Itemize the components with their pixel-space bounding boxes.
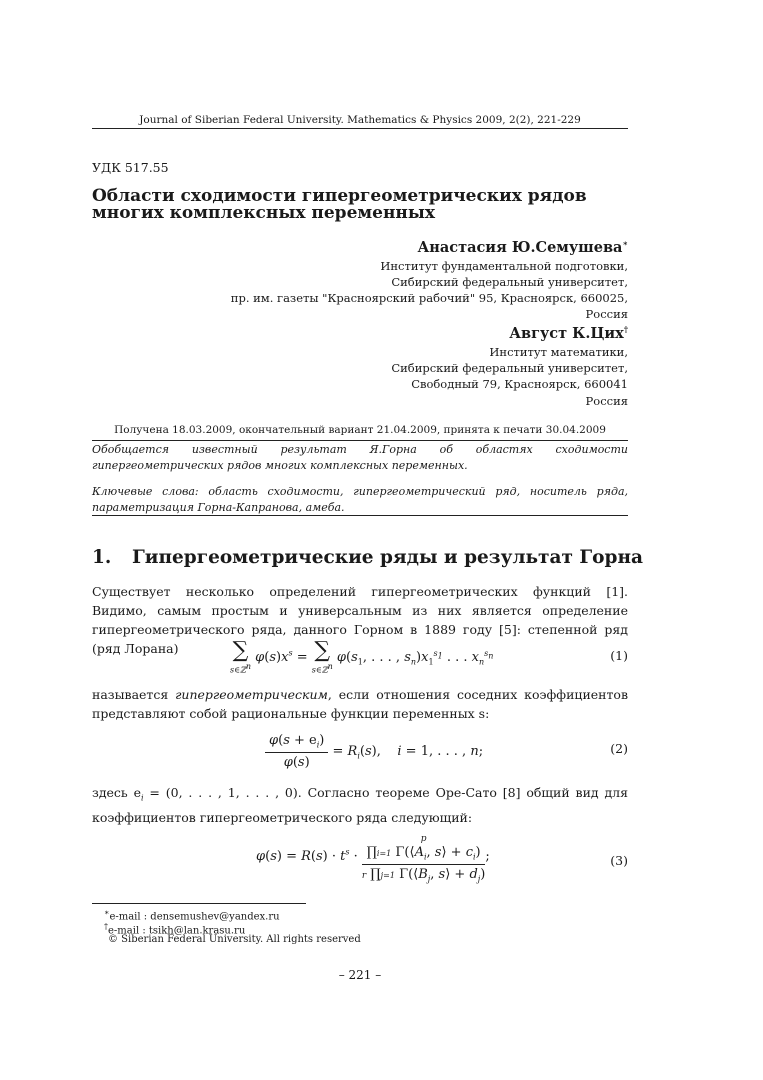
paragraph-3: здесь $e_i = (0$, . . . , 1, . . . , 0). Согласно теореме Оре-Сато [8] общий вид для коэффициентов гипергеометрического ряда следующий: xyxy=(92,785,628,825)
author-2-name: Август К.Цих† xyxy=(509,324,628,342)
abstract-top-rule xyxy=(92,440,628,441)
author-1-affiliation-line: Институт фундаментальной подготовки, xyxy=(380,259,628,273)
paragraph-1: Существует несколько определений гипергеометрических функций [1]. Видимо, самым простым и универсальным из них является определение гипергеометрического ряда, данного Горном в 1889 году [5]: степенной ряд (ряд Лорана) xyxy=(92,584,628,656)
equation-3: $\varphi(s) = R(s) \cdot t^s$ · p ∏i=1 $\Gamma(⟨A_i$, s⟩ + $c_i$) r ∏j=1 $\Gamma(⟨B_j$, s⟩ + $d_j$) ; xyxy=(256,830,490,883)
equation-1-number: (1) xyxy=(610,648,628,663)
footnote-2: †e-mail : tsikh@lan.krasu.ru xyxy=(104,922,246,937)
paragraph-2: называется гипергеометрическим, если отношения соседних коэффициентов представляют собой рациональные функции переменных s: xyxy=(92,687,628,721)
footnote-1: ∗e-mail : densemushev@yandex.ru xyxy=(104,908,280,923)
title-line-2: многих комплексных переменных xyxy=(92,203,436,223)
author-2-mark: † xyxy=(623,324,628,334)
author-1-mark: ∗ xyxy=(622,238,628,248)
article-title xyxy=(92,188,628,222)
equation-2: $\frac{\varphi(s + e_i)}{\varphi(s)}$ = $R_i(s)$, i = 1, . . . , n; xyxy=(265,733,483,770)
page-number: – 221 – xyxy=(338,968,382,982)
section-heading xyxy=(92,547,643,568)
abstract-bottom-rule xyxy=(92,515,628,516)
abstract: Обобщается известный результат Я.Горна об областях сходимости гипергеометрических рядов многих комплексных переменных. xyxy=(92,443,628,472)
author-1-affiliation-line: Сибирский федеральный университет, xyxy=(391,275,628,289)
title-line-1: Области сходимости гипергеометрических рядов xyxy=(92,186,587,206)
equation-3-number: (3) xyxy=(610,853,628,868)
author-2-affiliation-line: Россия xyxy=(585,394,628,408)
author-2-affiliation-line: Свободный 79, Красноярск, 660041 xyxy=(411,377,628,391)
udk-code: УДК 517.55 xyxy=(92,160,169,175)
section-number: 1. xyxy=(92,547,112,568)
equation-1: ∑ s∈ℤ$^n$ $\varphi(s)x^s$ = ∑ s∈ℤ$^n$ $\varphi(s_1$, . . . , $s_n)x_1^{s_1}$ . . . $x_n^{s_n}$ xyxy=(230,638,494,675)
author-1-affiliation-line: Россия xyxy=(585,307,628,321)
author-2-affiliation-line: Институт математики, xyxy=(489,345,628,359)
keywords: Ключевые слова: область сходимости, гипергеометрический ряд, носитель ряда, параметризация Горна-Капранова, амеба. xyxy=(92,485,628,514)
header-rule xyxy=(92,128,628,129)
sum-symbol: ∑ s∈ℤ$^n$ xyxy=(311,638,333,675)
author-2-affiliation-line: Сибирский федеральный университет, xyxy=(391,361,628,375)
author-1-affiliation-line: пр. им. газеты "Красноярский рабочий" 95, Красноярск, 660025, xyxy=(230,291,628,305)
equation-2-number: (2) xyxy=(610,741,628,756)
section-title: Гипергеометрические ряды и результат Горна xyxy=(132,547,643,568)
sum-symbol: ∑ s∈ℤ$^n$ xyxy=(230,638,252,675)
author-1-name: Анастасия Ю.Семушева∗ xyxy=(417,238,628,256)
journal-header: Journal of Siberian Federal University. Mathematics & Physics 2009, 2(2), 221-229 xyxy=(139,114,581,126)
term-hypergeometric: гипергеометрическим xyxy=(175,687,328,702)
footnote-rule xyxy=(92,903,306,904)
copyright-notice: © Siberian Federal University. All rights reserved xyxy=(108,934,361,945)
received-dates: Получена 18.03.2009, окончательный вариант 21.04.2009, принята к печати 30.04.2009 xyxy=(114,424,606,436)
